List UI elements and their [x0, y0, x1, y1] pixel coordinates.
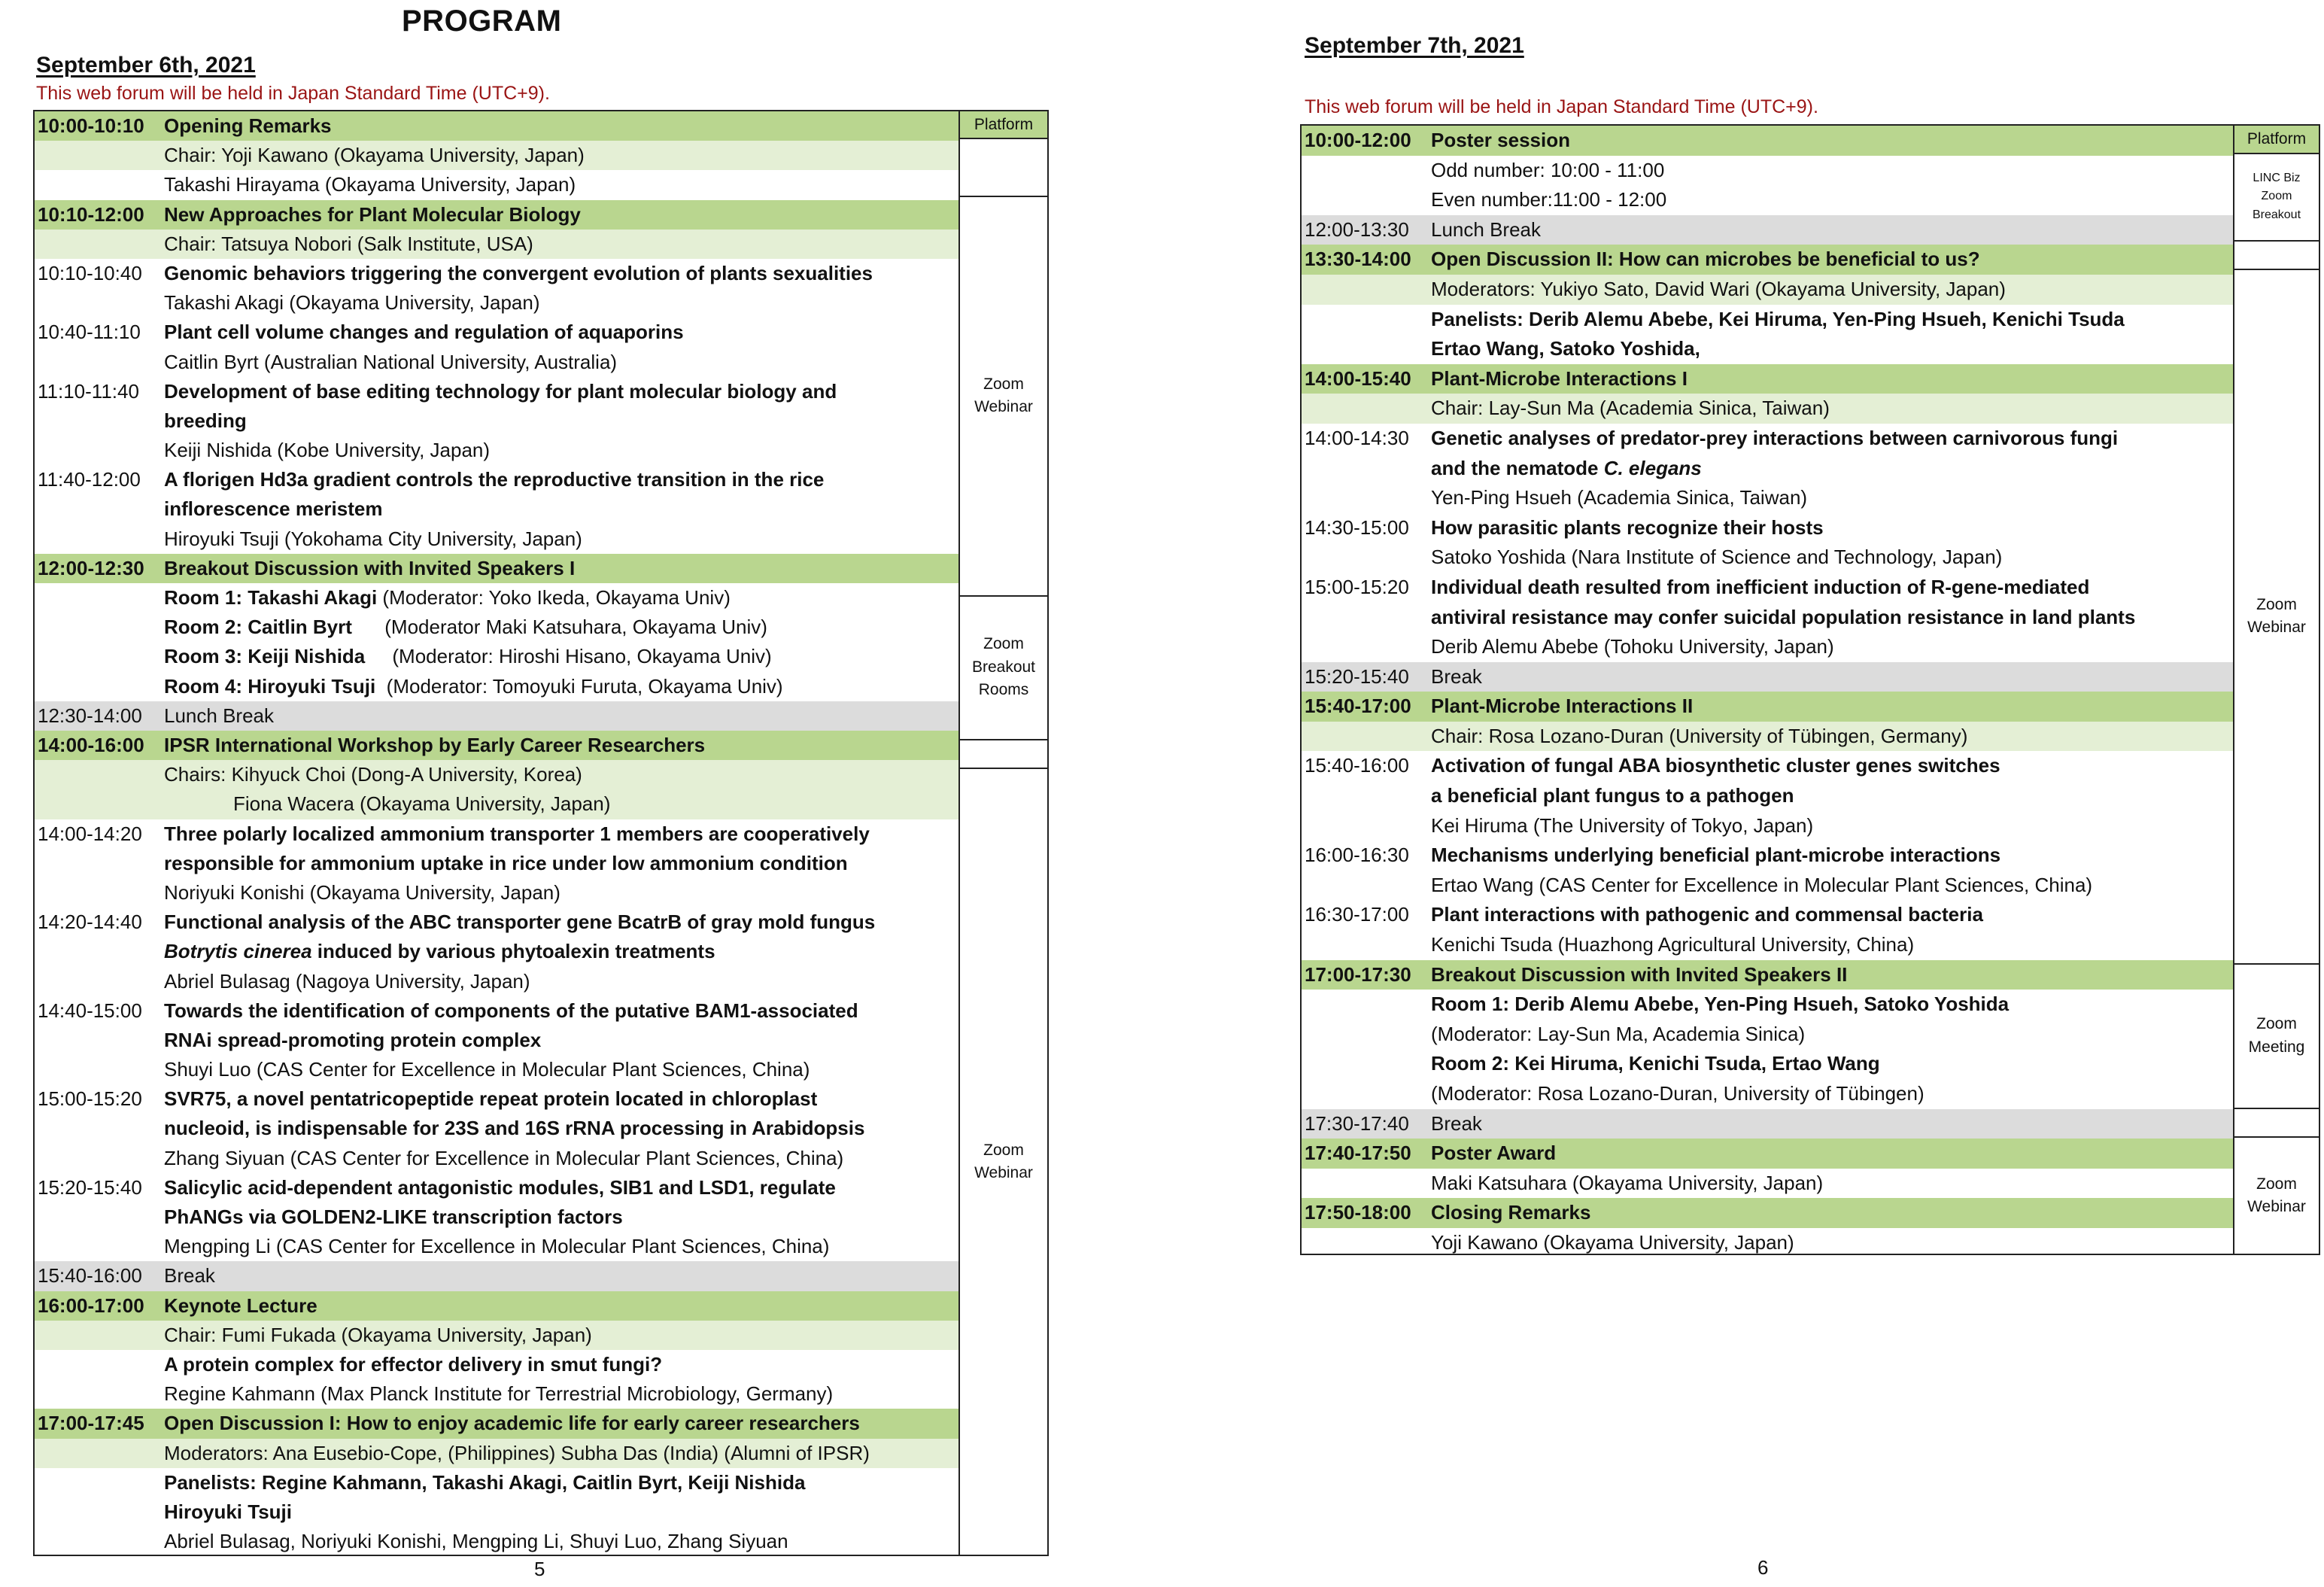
- talk-title: Panelists: Derib Alemu Abebe, Kei Hiruma, Yen-Ping Hsueh, Kenichi Tsuda: [1431, 307, 2125, 330]
- schedule-rows: [35, 111, 958, 1555]
- time-slot: 17:30-17:40: [1305, 1111, 1409, 1135]
- program-title: PROGRAM: [402, 5, 562, 38]
- chair-text: Chair: Yoji Kawano (Okayama University, Japan): [164, 144, 585, 167]
- speaker-affiliation: Zhang Siyuan (CAS Center for Excellence in Molecular Plant Sciences, China): [164, 1146, 844, 1169]
- chair-text: Moderators: Ana Eusebio-Cope, (Philippines) Subha Das (India) (Alumni of IPSR): [164, 1441, 870, 1464]
- break-label: Lunch Break: [164, 704, 274, 727]
- session-title: Open Discussion I: How to enjoy academic life for early career researchers: [164, 1412, 860, 1435]
- chair-text: Chair: Lay-Sun Ma (Academia Sinica, Taiwan): [1431, 397, 1830, 420]
- time-slot: 13:30-14:00: [1305, 248, 1411, 271]
- talk-title-text: PhANGs via GOLDEN2-LIKE transcription factors: [164, 1205, 623, 1229]
- speaker-affiliation: Yen-Ping Hsueh (Academia Sinica, Taiwan): [1431, 486, 1808, 509]
- session-header-row: [1302, 960, 2233, 990]
- time-slot: 11:10-11:40: [38, 379, 139, 403]
- talk-title-line: [164, 377, 954, 406]
- room-moderator: (Moderator: Hiroshi Hisano, Okayama Univ): [365, 645, 772, 668]
- time-slot: 14:00-14:30: [1305, 426, 1409, 449]
- time-slot: 11:40-12:00: [38, 468, 141, 491]
- talk-title-line: [1431, 603, 2228, 633]
- schedule-row: [35, 908, 958, 966]
- time-slot: 14:00-14:20: [38, 822, 142, 845]
- session-header-row: [1302, 1139, 2233, 1169]
- schedule-row: [35, 789, 958, 819]
- schedule-row: [1302, 1020, 2233, 1050]
- talk-title-text: nucleoid, is indispensable for 23S and 16S rRNA processing in Arabidopsis: [164, 1117, 865, 1140]
- schedule-row: [1302, 1228, 2233, 1258]
- platform-label-line: Webinar: [2247, 619, 2306, 637]
- platform-label-line: Zoom: [983, 635, 1024, 653]
- time-slot: 10:10-10:40: [38, 261, 142, 284]
- time-slot: 12:30-14:00: [38, 704, 142, 727]
- platform-label-line: Zoom: [2256, 595, 2297, 613]
- platform-label-line: Meeting: [2248, 1038, 2305, 1056]
- break-label: Break: [164, 1264, 215, 1288]
- platform-label-line: Breakout: [2252, 208, 2301, 222]
- schedule-row: [1302, 990, 2233, 1020]
- page-right: [1297, 0, 2310, 1587]
- platform-label: [974, 1139, 1033, 1185]
- schedule-row: [35, 465, 958, 524]
- room-name: Room 4: Hiroyuki Tsuji: [164, 674, 376, 698]
- schedule-row: [35, 524, 958, 554]
- chair-text: Chairs: Kihyuck Choi (Dong-A University, Korea): [164, 763, 582, 786]
- speaker-affiliation: Regine Kahmann (Max Planck Institute for Terrestrial Microbiology, Germany): [164, 1382, 834, 1406]
- schedule-row: [1302, 722, 2233, 752]
- speaker-affiliation: Takashi Akagi (Okayama University, Japan): [164, 291, 540, 315]
- platform-cell: [960, 597, 1047, 740]
- schedule-row: [1302, 632, 2233, 662]
- talk-title-text: A florigen Hd3a gradient controls the reproductive transition in the rice: [164, 468, 825, 491]
- session-header-row: [1302, 364, 2233, 394]
- talk-title-line: [1431, 781, 2228, 811]
- schedule-row: [35, 318, 958, 347]
- session-title: Poster session: [1431, 129, 1570, 151]
- session-header-row: [35, 111, 958, 141]
- schedule-row: [35, 583, 958, 613]
- timezone-note: This web forum will be held in Japan Standard Time (UTC+9).: [1305, 96, 1818, 117]
- schedule-row: [35, 1379, 958, 1409]
- schedule-row: [35, 642, 958, 671]
- platform-header: Platform: [2234, 126, 2319, 154]
- talk-title-text: Functional analysis of the ABC transporter gene BcatrB of gray mold fungus: [164, 911, 876, 934]
- talk-title: Mechanisms underlying beneficial plant-microbe interactions: [1431, 844, 2001, 867]
- talk-title-text: RNAi spread-promoting protein complex: [164, 1028, 542, 1051]
- chair-text: Chair: Rosa Lozano-Duran (University of Tübingen, Germany): [1431, 724, 1968, 747]
- talk-title: Room 2: Kei Hiruma, Kenichi Tsuda, Ertao Wang: [1431, 1052, 1880, 1075]
- chair-text: Fiona Wacera (Okayama University, Japan): [233, 792, 611, 816]
- schedule-row: [35, 1497, 958, 1527]
- talk-title-text: and the nematode: [1431, 456, 1604, 479]
- talk-title-text: Development of base editing technology for plant molecular biology and: [164, 379, 837, 403]
- talk-title-text: induced by various phytoalexin treatments: [311, 940, 715, 963]
- platform-label-line: Zoom: [2256, 1015, 2297, 1033]
- platform-header: Platform: [960, 111, 1047, 139]
- talk-title-text: Three polarly localized ammonium transporter 1 members are cooperatively: [164, 822, 870, 845]
- session-header-row: [35, 554, 958, 583]
- speaker-affiliation: Abriel Bulasag, Noriyuki Konishi, Mengping Li, Shuyi Luo, Zhang Siyuan: [164, 1530, 788, 1553]
- talk-title: [164, 819, 958, 878]
- session-title: Closing Remarks: [1431, 1201, 1591, 1224]
- talk-title-line: [1431, 573, 2228, 603]
- schedule-row: [1302, 334, 2233, 364]
- talk-title: Ertao Wang, Satoko Yoshida,: [1431, 337, 1700, 360]
- talk-title-text: a beneficial plant fungus to a pathogen: [1431, 784, 1794, 807]
- schedule-table: [1300, 124, 2320, 1255]
- day-title: September 7th, 2021: [1305, 33, 1524, 58]
- platform-column: [958, 111, 1047, 1555]
- schedule-row: [1302, 841, 2233, 871]
- talk-title: Panelists: Regine Kahmann, Takashi Akagi, Caitlin Byrt, Keiji Nishida: [164, 1470, 806, 1494]
- schedule-row: [1302, 394, 2233, 424]
- time-slot: 15:40-16:00: [1305, 754, 1409, 777]
- schedule-row: [35, 1350, 958, 1379]
- platform-label: [2247, 594, 2306, 640]
- platform-cell: [2234, 154, 2319, 241]
- schedule-row: [35, 230, 958, 259]
- platform-cell: [2234, 242, 2319, 271]
- talk-title: Room 1: Derib Alemu Abebe, Yen-Ping Hsueh, Satoko Yoshida: [1431, 993, 2010, 1016]
- platform-cell: [960, 139, 1047, 196]
- room-name: Room 3: Keiji Nishida: [164, 645, 366, 668]
- session-title: Opening Remarks: [164, 114, 332, 137]
- session-title: Keynote Lecture: [164, 1294, 317, 1317]
- talk-title-line: [164, 1084, 954, 1114]
- page-left: [33, 0, 1046, 1587]
- schedule-row: [1302, 275, 2233, 305]
- platform-label-line: Webinar: [2247, 1198, 2306, 1216]
- talk-title: [1431, 573, 2233, 632]
- page-number: 5: [534, 1558, 545, 1580]
- time-slot: 14:00-15:40: [1305, 366, 1411, 390]
- talk-title-line: [164, 494, 954, 524]
- talk-title-line: [164, 1026, 954, 1055]
- speaker-affiliation: Abriel Bulasag (Nagoya University, Japan): [164, 969, 530, 993]
- schedule-row: [35, 170, 958, 199]
- platform-label-line: Breakout: [971, 658, 1036, 676]
- schedule-row: [35, 1321, 958, 1350]
- time-slot: 15:00-15:20: [1305, 575, 1409, 598]
- platform-column: [2233, 126, 2319, 1254]
- schedule-row: [35, 1527, 958, 1556]
- room-moderator: (Moderator: Tomoyuki Furuta, Okayama Univ): [375, 674, 783, 698]
- speaker-affiliation: Yoji Kawano (Okayama University, Japan): [1431, 1230, 1794, 1254]
- platform-label: [972, 633, 1035, 701]
- schedule-row: [1302, 751, 2233, 810]
- time-slot: 14:00-16:00: [38, 733, 144, 756]
- schedule-row: [35, 760, 958, 789]
- talk-title: [164, 465, 958, 524]
- breakout-room: [164, 583, 958, 613]
- talk-title-line: [164, 996, 954, 1026]
- schedule-row: [1302, 513, 2233, 543]
- session-title: New Approaches for Plant Molecular Biology: [164, 202, 581, 226]
- talk-title: [164, 908, 958, 966]
- time-slot: 10:00-10:10: [38, 114, 144, 137]
- talk-title: Genomic behaviors triggering the convergent evolution of plants sexualities: [164, 261, 873, 284]
- time-slot: 16:00-17:00: [38, 1294, 144, 1317]
- talk-title: [1431, 424, 2233, 483]
- schedule-row: [35, 1439, 958, 1468]
- speaker-affiliation: (Moderator: Rosa Lozano-Duran, University of Tübingen): [1431, 1082, 1925, 1105]
- talk-title-line: [164, 937, 954, 966]
- time-slot: 17:50-18:00: [1305, 1201, 1411, 1224]
- room-name: Room 2: Caitlin Byrt: [164, 616, 352, 639]
- platform-cell: [2234, 270, 2319, 964]
- schedule-row: [35, 1232, 958, 1261]
- platform-cell: [960, 769, 1047, 1555]
- speaker-affiliation: Noriyuki Konishi (Okayama University, Japan): [164, 880, 560, 904]
- platform-label: [2247, 1173, 2306, 1219]
- schedule-row: [35, 819, 958, 878]
- talk-title-line: [164, 849, 954, 878]
- schedule-row: [1302, 1079, 2233, 1109]
- break-row: [1302, 662, 2233, 692]
- talk-title: [164, 1084, 958, 1143]
- schedule-table: [33, 110, 1049, 1556]
- platform-label: [974, 373, 1033, 419]
- talk-title-text: Salicylic acid-dependent antagonistic modules, SIB1 and LSD1, regulate: [164, 1175, 836, 1199]
- talk-title: [164, 996, 958, 1055]
- platform-label-line: Rooms: [978, 681, 1029, 699]
- talk-title: How parasitic plants recognize their hosts: [1431, 515, 1824, 539]
- speaker-affiliation: Maki Katsuhara (Okayama University, Japan): [1431, 1171, 1824, 1194]
- talk-title: [164, 1173, 958, 1232]
- talk-title-text: Individual death resulted from inefficient induction of R-gene-mediated: [1431, 575, 2090, 598]
- time-slot: 12:00-12:30: [38, 556, 144, 579]
- talk-title: Plant interactions with pathogenic and commensal bacteria: [1431, 903, 1983, 926]
- speaker-affiliation: Odd number: 10:00 - 11:00: [1431, 158, 1665, 181]
- talk-title-text: Genetic analyses of predator-prey interactions between carnivorous fungi: [1431, 426, 2119, 449]
- talk-title-line: [164, 1173, 954, 1202]
- platform-cell: [2234, 1109, 2319, 1139]
- talk-title: [164, 377, 958, 436]
- break-label: Break: [1431, 664, 1482, 688]
- speaker-affiliation: Even number:11:00 - 12:00: [1431, 188, 1667, 211]
- time-slot: 16:00-16:30: [1305, 844, 1409, 867]
- schedule-row: [1302, 483, 2233, 513]
- session-title: Breakout Discussion with Invited Speakers II: [1431, 962, 1848, 986]
- time-slot: 12:00-13:30: [1305, 217, 1409, 241]
- time-slot: 15:00-15:20: [38, 1087, 142, 1111]
- break-row: [35, 1261, 958, 1291]
- time-slot: 10:00-12:00: [1305, 129, 1411, 151]
- schedule-row: [35, 141, 958, 170]
- talk-title: Plant cell volume changes and regulation of aquaporins: [164, 321, 684, 344]
- time-slot: 14:40-15:00: [38, 999, 142, 1022]
- session-header-row: [35, 1409, 958, 1438]
- schedule-row: [35, 967, 958, 996]
- time-slot: 16:30-17:00: [1305, 903, 1409, 926]
- schedule-row: [35, 288, 958, 318]
- platform-label-line: Webinar: [974, 1163, 1033, 1181]
- schedule-row: [1302, 543, 2233, 573]
- time-slot: 15:20-15:40: [38, 1175, 142, 1199]
- schedule-row: [1302, 900, 2233, 930]
- schedule-row: [1302, 1049, 2233, 1079]
- platform-label-line: Zoom: [2256, 1175, 2297, 1193]
- schedule-row: [35, 878, 958, 908]
- chair-text: Chair: Tatsuya Nobori (Salk Institute, USA): [164, 232, 533, 255]
- schedule-row: [35, 613, 958, 642]
- schedule-row: [35, 1055, 958, 1084]
- session-title: Plant-Microbe Interactions I: [1431, 366, 1688, 390]
- talk-title-line: [164, 819, 954, 849]
- schedule-row: [35, 1144, 958, 1173]
- schedule-row: [35, 348, 958, 377]
- schedule-row: [1302, 305, 2233, 335]
- break-label: Break: [1431, 1111, 1482, 1135]
- schedule-row: [35, 436, 958, 465]
- talk-title-text: antiviral resistance may confer suicidal population resistance in land plants: [1431, 605, 2136, 628]
- break-label: Lunch Break: [1431, 217, 1541, 241]
- breakout-room: [164, 672, 958, 701]
- schedule-row: [35, 1173, 958, 1232]
- schedule-row: [1302, 424, 2233, 483]
- talk-title: A protein complex for effector delivery in smut fungi?: [164, 1352, 663, 1376]
- platform-label-line: Zoom: [983, 375, 1024, 393]
- species-name: C. elegans: [1603, 456, 1702, 479]
- species-name: Botrytis cinerea: [164, 940, 312, 963]
- time-slot: 14:30-15:00: [1305, 515, 1409, 539]
- platform-label: [2253, 169, 2301, 225]
- platform-label-line: Zoom: [2261, 190, 2292, 203]
- session-header-row: [1302, 1198, 2233, 1228]
- talk-title-text: inflorescence meristem: [164, 497, 383, 521]
- time-slot: 17:00-17:30: [1305, 962, 1411, 986]
- platform-label-line: Zoom: [983, 1141, 1024, 1159]
- schedule-row: [1302, 930, 2233, 960]
- platform-label: [2249, 1013, 2305, 1059]
- session-header-row: [1302, 245, 2233, 275]
- time-slot: 15:40-17:00: [1305, 695, 1411, 718]
- platform-label-line: LINC Biz: [2253, 171, 2301, 184]
- talk-title-line: [164, 908, 954, 937]
- time-slot: 15:40-16:00: [38, 1264, 142, 1288]
- schedule-row: [35, 377, 958, 436]
- speaker-affiliation: Keiji Nishida (Kobe University, Japan): [164, 439, 491, 462]
- time-slot: 17:00-17:45: [38, 1412, 144, 1435]
- schedule-row: [1302, 185, 2233, 215]
- schedule-row: [1302, 156, 2233, 186]
- platform-cell: [960, 740, 1047, 769]
- speaker-affiliation: (Moderator: Lay-Sun Ma, Academia Sinica): [1431, 1022, 1806, 1045]
- room-name: Room 1: Takashi Akagi: [164, 586, 378, 610]
- schedule-rows: [1302, 126, 2233, 1254]
- time-slot: 10:40-11:10: [38, 321, 141, 344]
- talk-title-text: Towards the identification of components of the putative BAM1-associated: [164, 999, 858, 1022]
- talk-title-text: breeding: [164, 409, 247, 432]
- schedule-row: [35, 1084, 958, 1143]
- timezone-note: This web forum will be held in Japan Standard Time (UTC+9).: [36, 83, 550, 104]
- talk-title: Hiroyuki Tsuji: [164, 1500, 292, 1523]
- session-header-row: [1302, 126, 2233, 156]
- break-row: [1302, 1109, 2233, 1139]
- schedule-row: [1302, 1169, 2233, 1199]
- day-title: September 6th, 2021: [36, 53, 256, 78]
- session-title: Poster Award: [1431, 1142, 1557, 1165]
- speaker-affiliation: Shuyi Luo (CAS Center for Excellence in Molecular Plant Sciences, China): [164, 1058, 810, 1081]
- talk-title-line: [164, 1202, 954, 1232]
- speaker-affiliation: Satoko Yoshida (Nara Institute of Science and Technology, Japan): [1431, 546, 2003, 569]
- talk-title-line: [164, 406, 954, 436]
- speaker-affiliation: Kei Hiruma (The University of Tokyo, Japan): [1431, 813, 1814, 837]
- schedule-row: [35, 996, 958, 1055]
- schedule-row: [1302, 811, 2233, 841]
- breakout-room: [164, 613, 958, 642]
- chair-text: Moderators: Yukiyo Sato, David Wari (Okayama University, Japan): [1431, 277, 2006, 300]
- session-header-row: [35, 1291, 958, 1321]
- speaker-affiliation: Kenichi Tsuda (Huazhong Agricultural University, China): [1431, 933, 1915, 956]
- time-slot: 14:20-14:40: [38, 911, 142, 934]
- schedule-row: [35, 259, 958, 288]
- talk-title-text: responsible for ammonium uptake in rice under low ammonium condition: [164, 851, 848, 874]
- speaker-affiliation: Derib Alemu Abebe (Tohoku University, Japan): [1431, 635, 1834, 658]
- break-row: [35, 701, 958, 731]
- talk-title-line: [1431, 424, 2228, 454]
- session-title: Breakout Discussion with Invited Speakers I: [164, 556, 576, 579]
- break-row: [1302, 215, 2233, 245]
- schedule-row: [1302, 573, 2233, 632]
- talk-title-text: Activation of fungal ABA biosynthetic cluster genes switches: [1431, 754, 2000, 777]
- talk-title-line: [1431, 454, 2228, 484]
- speaker-affiliation: Ertao Wang (CAS Center for Excellence in Molecular Plant Sciences, China): [1431, 873, 2093, 896]
- room-moderator: (Moderator: Yoko Ikeda, Okayama Univ): [377, 586, 731, 610]
- breakout-room: [164, 642, 958, 671]
- session-header-row: [35, 200, 958, 230]
- schedule-row: [35, 672, 958, 701]
- time-slot: 15:20-15:40: [1305, 664, 1409, 688]
- time-slot: 10:10-12:00: [38, 202, 144, 226]
- talk-title-line: [164, 1114, 954, 1143]
- platform-cell: [2234, 1138, 2319, 1254]
- talk-title-line: [1431, 751, 2228, 781]
- time-slot: 17:40-17:50: [1305, 1142, 1411, 1165]
- platform-cell: [960, 197, 1047, 597]
- schedule-row: [1302, 871, 2233, 901]
- session-title: Plant-Microbe Interactions II: [1431, 695, 1694, 718]
- chair-text: Chair: Fumi Fukada (Okayama University, Japan): [164, 1323, 592, 1346]
- talk-title-line: [164, 465, 954, 494]
- session-header-row: [1302, 692, 2233, 722]
- speaker-affiliation: Mengping Li (CAS Center for Excellence in Molecular Plant Sciences, China): [164, 1235, 830, 1258]
- schedule-row: [35, 1468, 958, 1497]
- talk-title-text: SVR75, a novel pentatricopeptide repeat protein located in chloroplast: [164, 1087, 818, 1111]
- speaker-affiliation: Caitlin Byrt (Australian National University, Australia): [164, 350, 618, 373]
- session-header-row: [35, 731, 958, 760]
- speaker-affiliation: Hiroyuki Tsuji (Yokohama City University, Japan): [164, 527, 582, 550]
- page-number: 6: [1757, 1556, 1769, 1579]
- session-title: Open Discussion II: How can microbes be beneficial to us?: [1431, 248, 1980, 271]
- session-title: IPSR International Workshop by Early Career Researchers: [164, 733, 706, 756]
- platform-label-line: Webinar: [974, 398, 1033, 416]
- platform-cell: [2234, 965, 2319, 1109]
- room-moderator: (Moderator Maki Katsuhara, Okayama Univ): [351, 616, 767, 639]
- talk-title: [1431, 751, 2233, 810]
- speaker-affiliation: Takashi Hirayama (Okayama University, Japan): [164, 173, 576, 196]
